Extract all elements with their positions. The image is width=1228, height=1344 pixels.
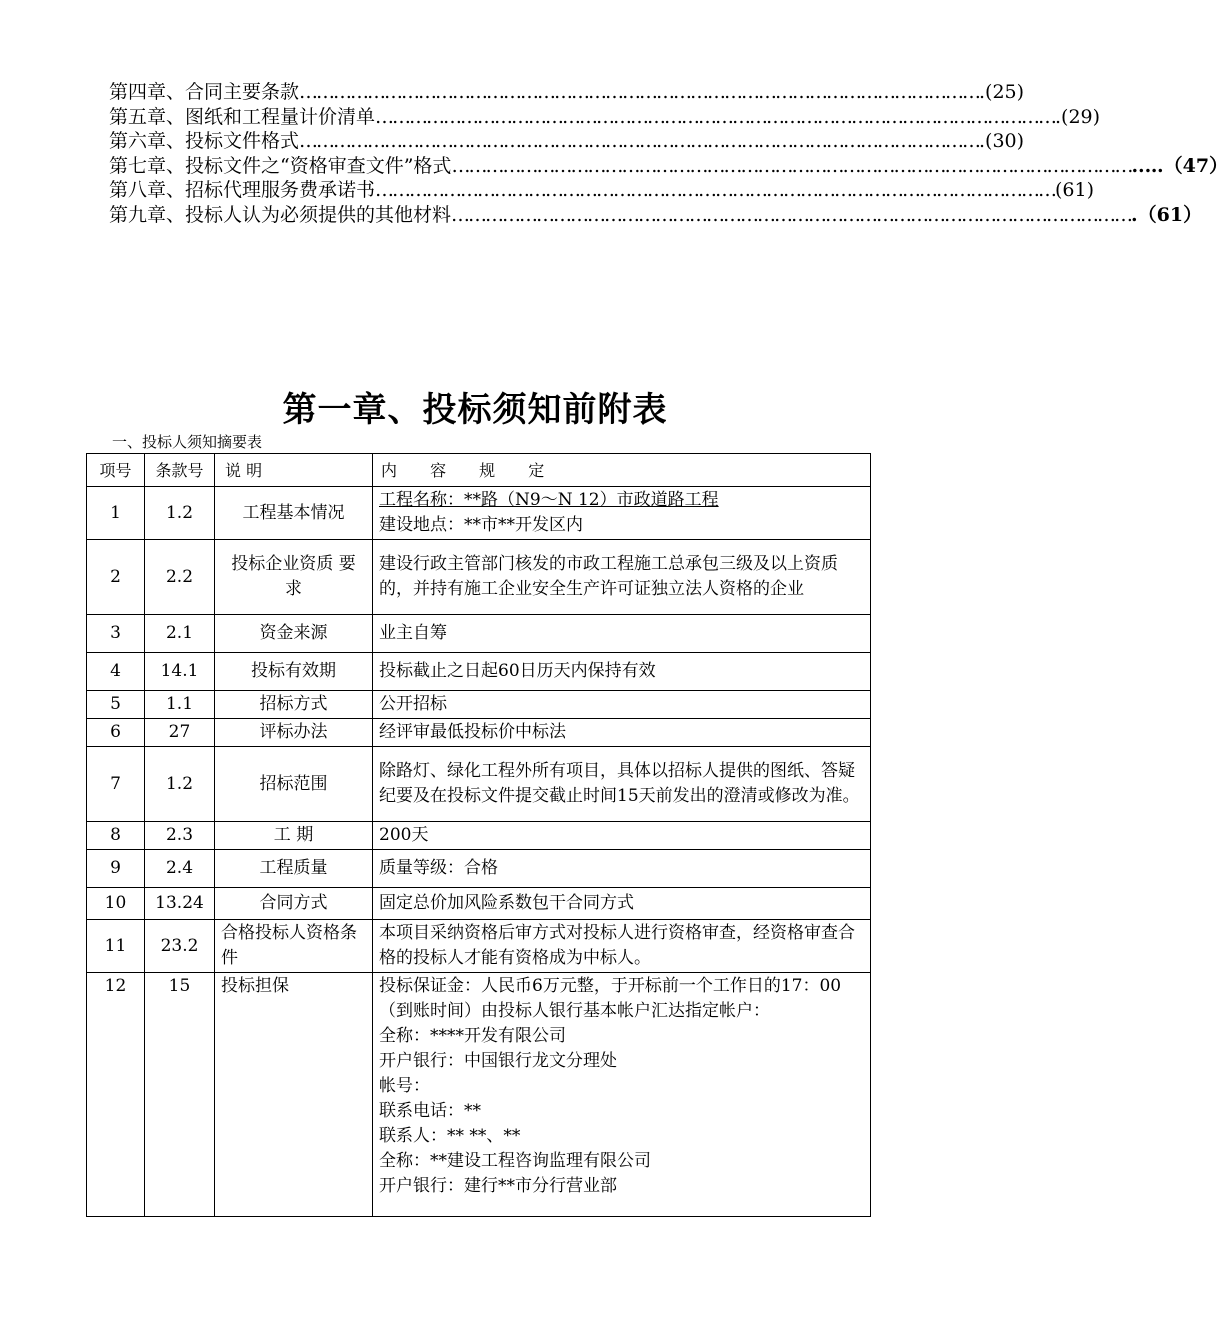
- toc-entry-title: 第四章、合同主要条款: [109, 81, 300, 103]
- cell-content: [373, 822, 871, 850]
- table-row: [87, 973, 871, 1217]
- table-row: [87, 653, 871, 691]
- content-line: 全称：**建设工程咨询监理有限公司: [379, 1151, 651, 1171]
- cell-content: [373, 888, 871, 920]
- cell-clause-no: 15: [145, 973, 215, 1217]
- cell-item-no: 10: [87, 888, 145, 920]
- header-description: 说 明: [215, 454, 373, 487]
- table-row: [87, 487, 871, 540]
- toc-entry[interactable]: [109, 105, 1101, 130]
- cell-item-no: 12: [87, 973, 145, 1217]
- table-row: [87, 888, 871, 920]
- cell-clause-no: 2.1: [145, 615, 215, 653]
- cell-clause-no: 23.2: [145, 920, 215, 973]
- header-clause-no: 条款号: [145, 454, 215, 487]
- content-line: 开户银行：中国银行龙文分理处: [379, 1051, 617, 1071]
- content-line: 本项目采纳资格后审方式对投标人进行资格审查，经资格审查合格的投标人才能有资格成为中标人。: [379, 923, 855, 968]
- cell-clause-no: 1.1: [145, 691, 215, 719]
- cell-clause-no: 1.2: [145, 747, 215, 822]
- cell-description: 合格投标人资格条件: [215, 920, 373, 973]
- table-row: [87, 691, 871, 719]
- cell-clause-no: 2.4: [145, 850, 215, 888]
- toc-entry[interactable]: [109, 80, 1025, 105]
- cell-content: [373, 487, 871, 540]
- cell-clause-no: 1.2: [145, 487, 215, 540]
- cell-clause-no: 2.3: [145, 822, 215, 850]
- table-row: [87, 719, 871, 747]
- table-row: [87, 850, 871, 888]
- cell-clause-no: 13.24: [145, 888, 215, 920]
- cell-clause-no: 27: [145, 719, 215, 747]
- table-row: [87, 822, 871, 850]
- toc-entry-page: .(30): [979, 130, 1025, 152]
- cell-clause-no: 2.2: [145, 540, 215, 615]
- content-line: 帐号：: [379, 1076, 430, 1096]
- cell-description: 投标有效期: [215, 653, 373, 691]
- cell-content: [373, 615, 871, 653]
- header-item-no: 项号: [87, 454, 145, 487]
- content-line: 公开招标: [379, 694, 447, 714]
- cell-content: [373, 973, 871, 1217]
- content-line: 除路灯、绿化工程外所有项目，具体以招标人提供的图纸、答疑纪要及在投标文件提交截止时间15天前发出的澄清或修改为准。: [379, 761, 860, 806]
- cell-item-no: 8: [87, 822, 145, 850]
- table-header-row: [87, 454, 871, 487]
- cell-description: 投标担保: [215, 973, 373, 1217]
- toc-entry-title: 第六章、投标文件格式: [109, 130, 300, 152]
- cell-description: 工程基本情况: [215, 487, 373, 540]
- table-row: [87, 615, 871, 653]
- content-line: 投标截止之日起60日历天内保持有效: [379, 661, 656, 681]
- chapter-title: 第一章、投标须知前附表: [282, 390, 668, 430]
- cell-item-no: 1: [87, 487, 145, 540]
- toc-leader-dots: …………………………………………………………………………………………………………: [451, 154, 1132, 177]
- header-content: 内 容 规 定: [373, 454, 871, 487]
- cell-item-no: 4: [87, 653, 145, 691]
- cell-item-no: 9: [87, 850, 145, 888]
- cell-item-no: 5: [87, 691, 145, 719]
- toc-leader-dots: …………………………………………………………………………………………………………: [375, 179, 1056, 201]
- cell-content: [373, 719, 871, 747]
- cell-description: 资金来源: [215, 615, 373, 653]
- toc-leader-dots: …………………………………………………………………………………………………………: [451, 203, 1132, 226]
- content-line: 联系电话：**: [379, 1101, 481, 1121]
- content-line: 开户银行：建行**市分行营业部: [379, 1176, 617, 1196]
- cell-description: 招标范围: [215, 747, 373, 822]
- cell-item-no: 3: [87, 615, 145, 653]
- cell-item-no: 11: [87, 920, 145, 973]
- cell-item-no: 2: [87, 540, 145, 615]
- toc-entry-title: 第五章、图纸和工程量计价清单: [109, 105, 376, 128]
- toc-entry-title: 第七章、投标文件之“资格审查文件”格式: [109, 154, 452, 177]
- toc-entry-title: 第八章、招标代理服务费承诺书: [109, 179, 376, 201]
- cell-description: 招标方式: [215, 691, 373, 719]
- cell-content: [373, 747, 871, 822]
- cell-description: 合同方式: [215, 888, 373, 920]
- toc-leader-dots: …………………………………………………………………………………………………………: [375, 105, 1056, 128]
- section-subheading: 一、投标人须知摘要表: [112, 433, 263, 451]
- toc-leader-dots: …………………………………………………………………………………………………………: [299, 81, 980, 103]
- content-line: 建设行政主管部门核发的市政工程施工总承包三级及以上资质的，并持有施工企业安全生产许可证独立法人资格的企业: [379, 554, 838, 599]
- cell-content: [373, 920, 871, 973]
- toc-entry-page: ..…（47）: [1131, 154, 1228, 177]
- content-line: 质量等级：合格: [379, 858, 498, 878]
- content-line: 工程名称：**路（N9～N 12）市政道路工程: [379, 490, 719, 510]
- content-line: 全称：****开发有限公司: [379, 1026, 566, 1046]
- content-line: 固定总价加风险系数包干合同方式: [379, 893, 634, 913]
- cell-content: [373, 691, 871, 719]
- cell-item-no: 7: [87, 747, 145, 822]
- content-line: 200天: [379, 825, 429, 845]
- toc-entry[interactable]: [109, 178, 1095, 203]
- content-line: 建设地点：**市**开发区内: [379, 515, 583, 535]
- table-row: [87, 540, 871, 615]
- toc-leader-dots: …………………………………………………………………………………………………………: [299, 130, 980, 152]
- table-row: [87, 920, 871, 973]
- content-line: 业主自筹: [379, 623, 447, 643]
- table-row: [87, 747, 871, 822]
- cell-description: 工程质量: [215, 850, 373, 888]
- table-of-contents: [109, 80, 1228, 227]
- toc-entry[interactable]: [109, 203, 1203, 228]
- cell-description: 投标企业资质 要 求: [215, 540, 373, 615]
- toc-entry[interactable]: [109, 154, 1228, 179]
- cell-content: [373, 850, 871, 888]
- cell-content: [373, 540, 871, 615]
- toc-entry[interactable]: [109, 129, 1025, 154]
- content-line: 联系人：** **、**: [379, 1126, 521, 1146]
- toc-entry-page: .(25): [979, 81, 1025, 103]
- content-line: 经评审最低投标价中标法: [379, 722, 566, 742]
- bidding-summary-table: [86, 453, 871, 1217]
- content-line: 投标保证金：人民币6万元整，于开标前一个工作日的17：00（到账时间）由投标人银行基本帐户汇达指定帐户：: [379, 976, 842, 1021]
- cell-content: [373, 653, 871, 691]
- cell-clause-no: 14.1: [145, 653, 215, 691]
- toc-entry-page: .(29): [1055, 105, 1101, 128]
- cell-item-no: 6: [87, 719, 145, 747]
- cell-description: 评标办法: [215, 719, 373, 747]
- toc-entry-title: 第九章、投标人认为必须提供的其他材料: [109, 203, 452, 226]
- cell-description: 工 期: [215, 822, 373, 850]
- toc-entry-page: (61): [1055, 179, 1095, 201]
- toc-entry-page: .（61）: [1131, 203, 1203, 226]
